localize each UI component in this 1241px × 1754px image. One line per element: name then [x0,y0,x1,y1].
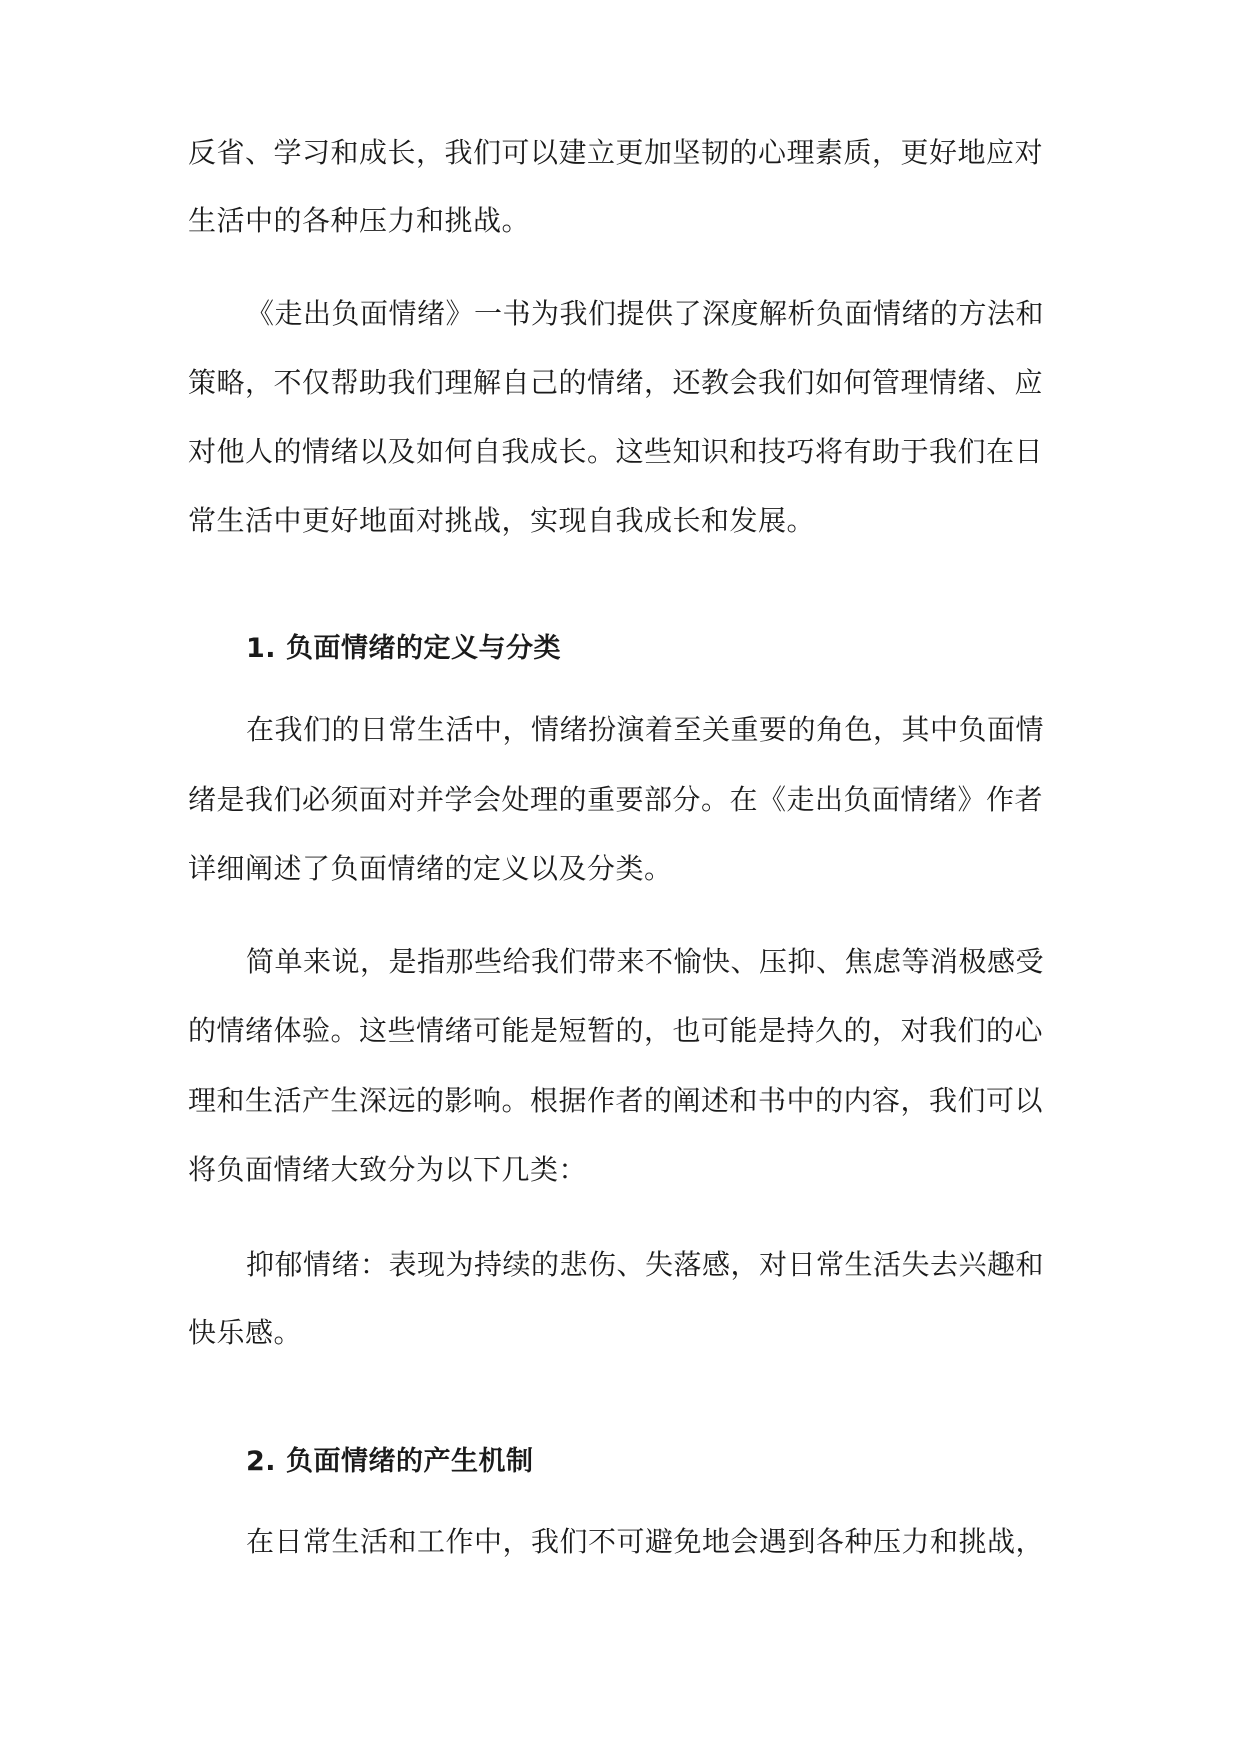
paragraph-line: 详细阐述了负面情绪的定义以及分类。 [188,852,673,885]
paragraph-line: 将负面情绪大致分为以下几类： [188,1153,588,1186]
paragraph-line: 简单来说，是指那些给我们带来不愉快、压抑、焦虑等消极感受 [246,945,1045,978]
paragraph-line: 快乐感。 [188,1316,303,1349]
paragraph-line: 对他人的情绪以及如何自我成长。这些知识和技巧将有助于我们在日 [188,435,1044,468]
section-heading: 1. 负面情绪的定义与分类 [246,633,561,664]
paragraph-line: 的情绪体验。这些情绪可能是短暂的，也可能是持久的，对我们的心 [188,1014,1044,1047]
paragraph-line: 抑郁情绪：表现为持续的悲伤、失落感，对日常生活失去兴趣和 [246,1248,1045,1281]
paragraph-line: 绪是我们必须面对并学会处理的重要部分。在《走出负面情绪》作者 [188,783,1044,816]
paragraph-line: 《走出负面情绪》一书为我们提供了深度解析负面情绪的方法和 [246,297,1045,330]
paragraph-line: 常生活中更好地面对挑战，实现自我成长和发展。 [188,504,816,537]
section-heading: 2. 负面情绪的产生机制 [246,1446,534,1477]
paragraph-line: 在我们的日常生活中，情绪扮演着至关重要的角色，其中负面情 [246,713,1045,746]
paragraph-line: 策略，不仅帮助我们理解自己的情绪，还教会我们如何管理情绪、应 [188,366,1044,399]
paragraph-line: 反省、学习和成长，我们可以建立更加坚韧的心理素质，更好地应对 [188,136,1044,169]
paragraph-line: 在日常生活和工作中，我们不可避免地会遇到各种压力和挑战， [246,1525,1045,1558]
paragraph-line: 理和生活产生深远的影响。根据作者的阐述和书中的内容，我们可以 [188,1084,1044,1117]
paragraph-line: 生活中的各种压力和挑战。 [188,204,531,237]
